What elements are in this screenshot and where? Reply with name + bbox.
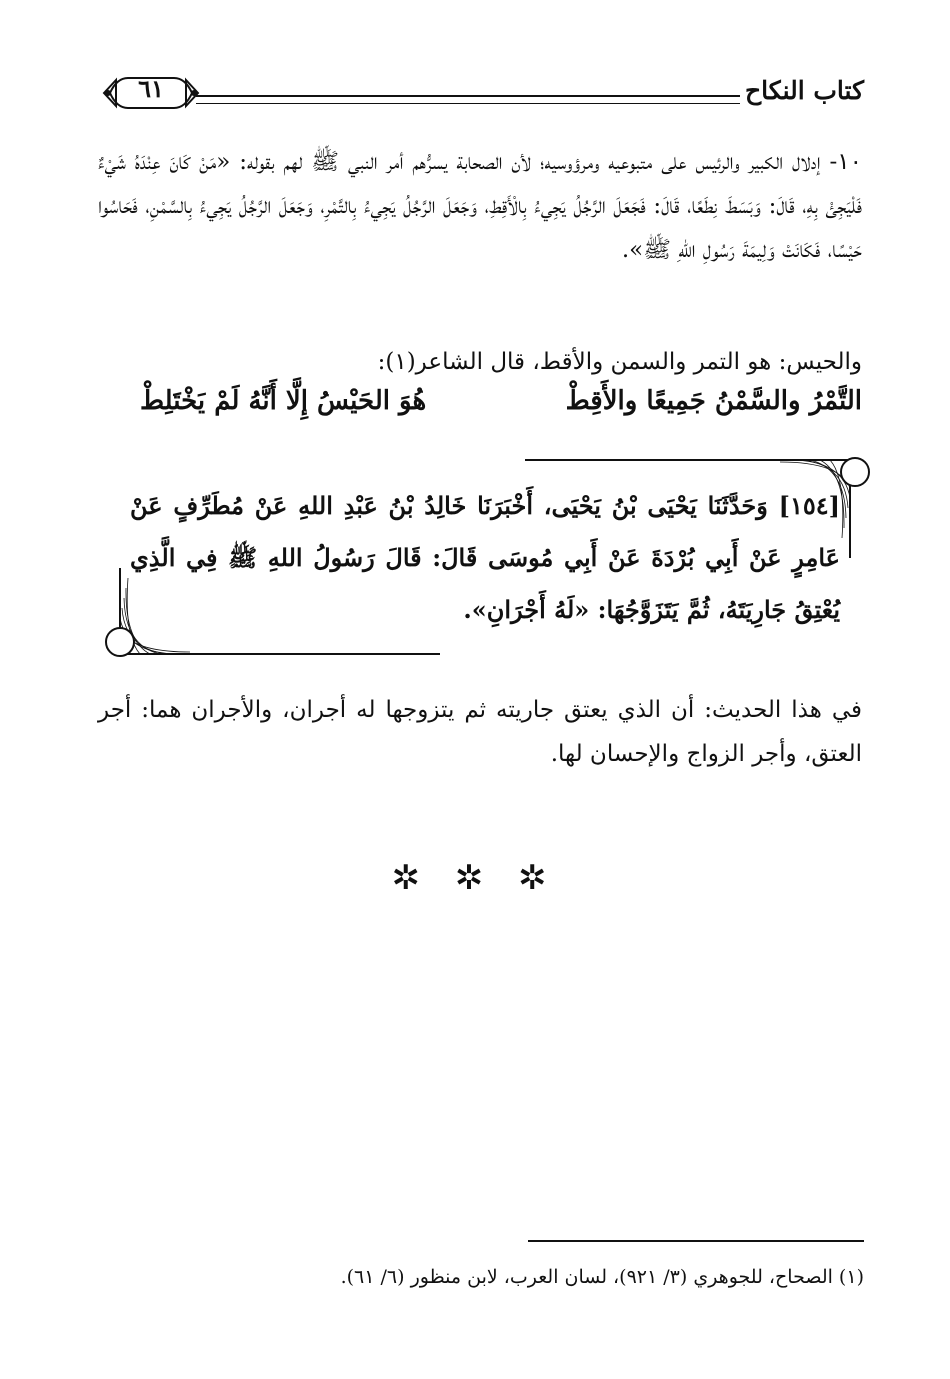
header-rule xyxy=(196,95,740,104)
poem-second-hemistich: هُوَ الحَيْسُ إِلَّا أَنَّهُ لَمْ يَخْتَلِطْ xyxy=(140,386,427,416)
footnote-rule xyxy=(528,1240,864,1242)
book-title: كتاب النكاح xyxy=(745,76,864,105)
poem-first-hemistich: التَّمْرُ والسَّمْنُ جَمِيعًا والأَقِطْ xyxy=(565,386,862,416)
footnote: (١) الصحاح، للجوهري (٣/ ٩٢١)، لسان العرب، لابن منظور (٦/ ٦١). xyxy=(340,1266,864,1288)
paragraph-commentary: في هذا الحديث: أن الذي يعتق جاريته ثم يتزوجها له أجران، والأجران هما: أجر العتق، وأجر الزواج والإحسان لها. xyxy=(98,697,862,767)
page-number: ٦١ xyxy=(138,74,164,103)
section-separator: ✲ ✲ ✲ xyxy=(391,858,559,898)
paragraph-definition: والحيس: هو التمر والسمن والأقط، قال الشاعر(١): xyxy=(377,349,862,375)
poem-verse xyxy=(140,386,862,430)
hadith-text: [١٥٤] وَحَدَّثَنَا يَحْيَى بْنُ يَحْيَى، أَخْبَرَنَا خَالِدُ بْنُ عَبْدِ اللهِ عَنْ مُطَرِّفٍ عَنْ عَامِرٍ عَنْ أَبِي بُرْدَةَ عَنْ أَبِي مُوسَى قَالَ: قَالَ رَسُولُ اللهِ ﷺ فِي الَّذِي يُعْتِقُ جَارِيَتَهُ، ثُمَّ يَتَزَوَّجُهَا: «لَهُ أَجْرَانِ». xyxy=(130,491,840,624)
paragraph-explanation: ١٠- إدلال الكبير والرئيس على متبوعيه ومرؤوسيه؛ لأن الصحابة يسرُّهم أمر النبي ﷺ لهم بقوله: «مَنْ كَانَ عِنْدَهُ شَيْءٌ فَلْيَجِئْ بِهِ، قَالَ: وَبَسَطَ نِطَعًا، قَالَ: فَجَعَلَ الرَّجُلُ يَجِيءُ بِالْأَقِطِ، وَجَعَلَ الرَّجُلُ يَجِيءُ بِالتَّمْرِ، وَجَعَلَ الرَّجُلُ يَجِيءُ بِالسَّمْنِ، فَحَاسُوا حَيْسًا، فَكَانَتْ وَلِيمَةَ رَسُولِ اللهِ ﷺ». xyxy=(98,149,862,263)
